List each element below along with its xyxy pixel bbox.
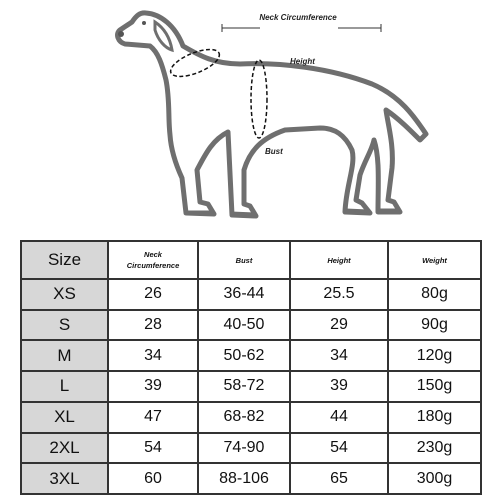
height-cell: 54: [290, 433, 388, 464]
neck-circumference-label: Neck Circumference: [259, 13, 337, 22]
height-cell: 29: [290, 310, 388, 341]
bust-cell: 68-82: [198, 402, 290, 433]
neck-cell: 47: [108, 402, 198, 433]
bust-cell: 36-44: [198, 279, 290, 310]
height-cell: 34: [290, 340, 388, 371]
neck-cell: 34: [108, 340, 198, 371]
weight-cell: 150g: [388, 371, 481, 402]
height-cell: 44: [290, 402, 388, 433]
weight-cell: 80g: [388, 279, 481, 310]
weight-cell: 90g: [388, 310, 481, 341]
size-cell: XS: [21, 279, 108, 310]
weight-cell: 300g: [388, 463, 481, 494]
bust-cell: 88-106: [198, 463, 290, 494]
neck-cell: 28: [108, 310, 198, 341]
bust-cell: 40-50: [198, 310, 290, 341]
neck-dimension-line: [222, 24, 381, 32]
bust-label: Bust: [265, 147, 283, 156]
header-weight: Weight: [388, 241, 481, 279]
header-size: Size: [21, 241, 108, 279]
size-cell: XL: [21, 402, 108, 433]
header-height: Height: [290, 241, 388, 279]
height-cell: 65: [290, 463, 388, 494]
bust-cell: 58-72: [198, 371, 290, 402]
height-cell: 39: [290, 371, 388, 402]
size-cell: M: [21, 340, 108, 371]
header-neck-circumference: [108, 241, 198, 279]
size-chart-table: [20, 240, 482, 495]
size-cell: L: [21, 371, 108, 402]
header-neck-word: Neck: [144, 250, 162, 259]
table-header-row: [21, 241, 481, 279]
size-cell: 2XL: [21, 433, 108, 464]
dog-eye: [142, 21, 146, 25]
neck-cell: 60: [108, 463, 198, 494]
table-row: [21, 279, 481, 310]
header-bust: Bust: [198, 241, 290, 279]
neck-cell: 54: [108, 433, 198, 464]
size-cell: 3XL: [21, 463, 108, 494]
table-row: [21, 433, 481, 464]
height-label: Height: [290, 57, 315, 66]
table-row: [21, 463, 481, 494]
header-circumference-word: Circumference: [126, 261, 180, 270]
chest-measure-ring: [251, 60, 267, 138]
neck-cell: 26: [108, 279, 198, 310]
table-row: [21, 371, 481, 402]
height-cell: 25.5: [290, 279, 388, 310]
dog-nose: [118, 31, 124, 37]
size-cell: S: [21, 310, 108, 341]
weight-cell: 230g: [388, 433, 481, 464]
table-row: [21, 310, 481, 341]
table-row: [21, 340, 481, 371]
table-row: [21, 402, 481, 433]
weight-cell: 180g: [388, 402, 481, 433]
bust-cell: 74-90: [198, 433, 290, 464]
neck-cell: 39: [108, 371, 198, 402]
bust-cell: 50-62: [198, 340, 290, 371]
dog-measurement-diagram: [0, 0, 500, 235]
weight-cell: 120g: [388, 340, 481, 371]
